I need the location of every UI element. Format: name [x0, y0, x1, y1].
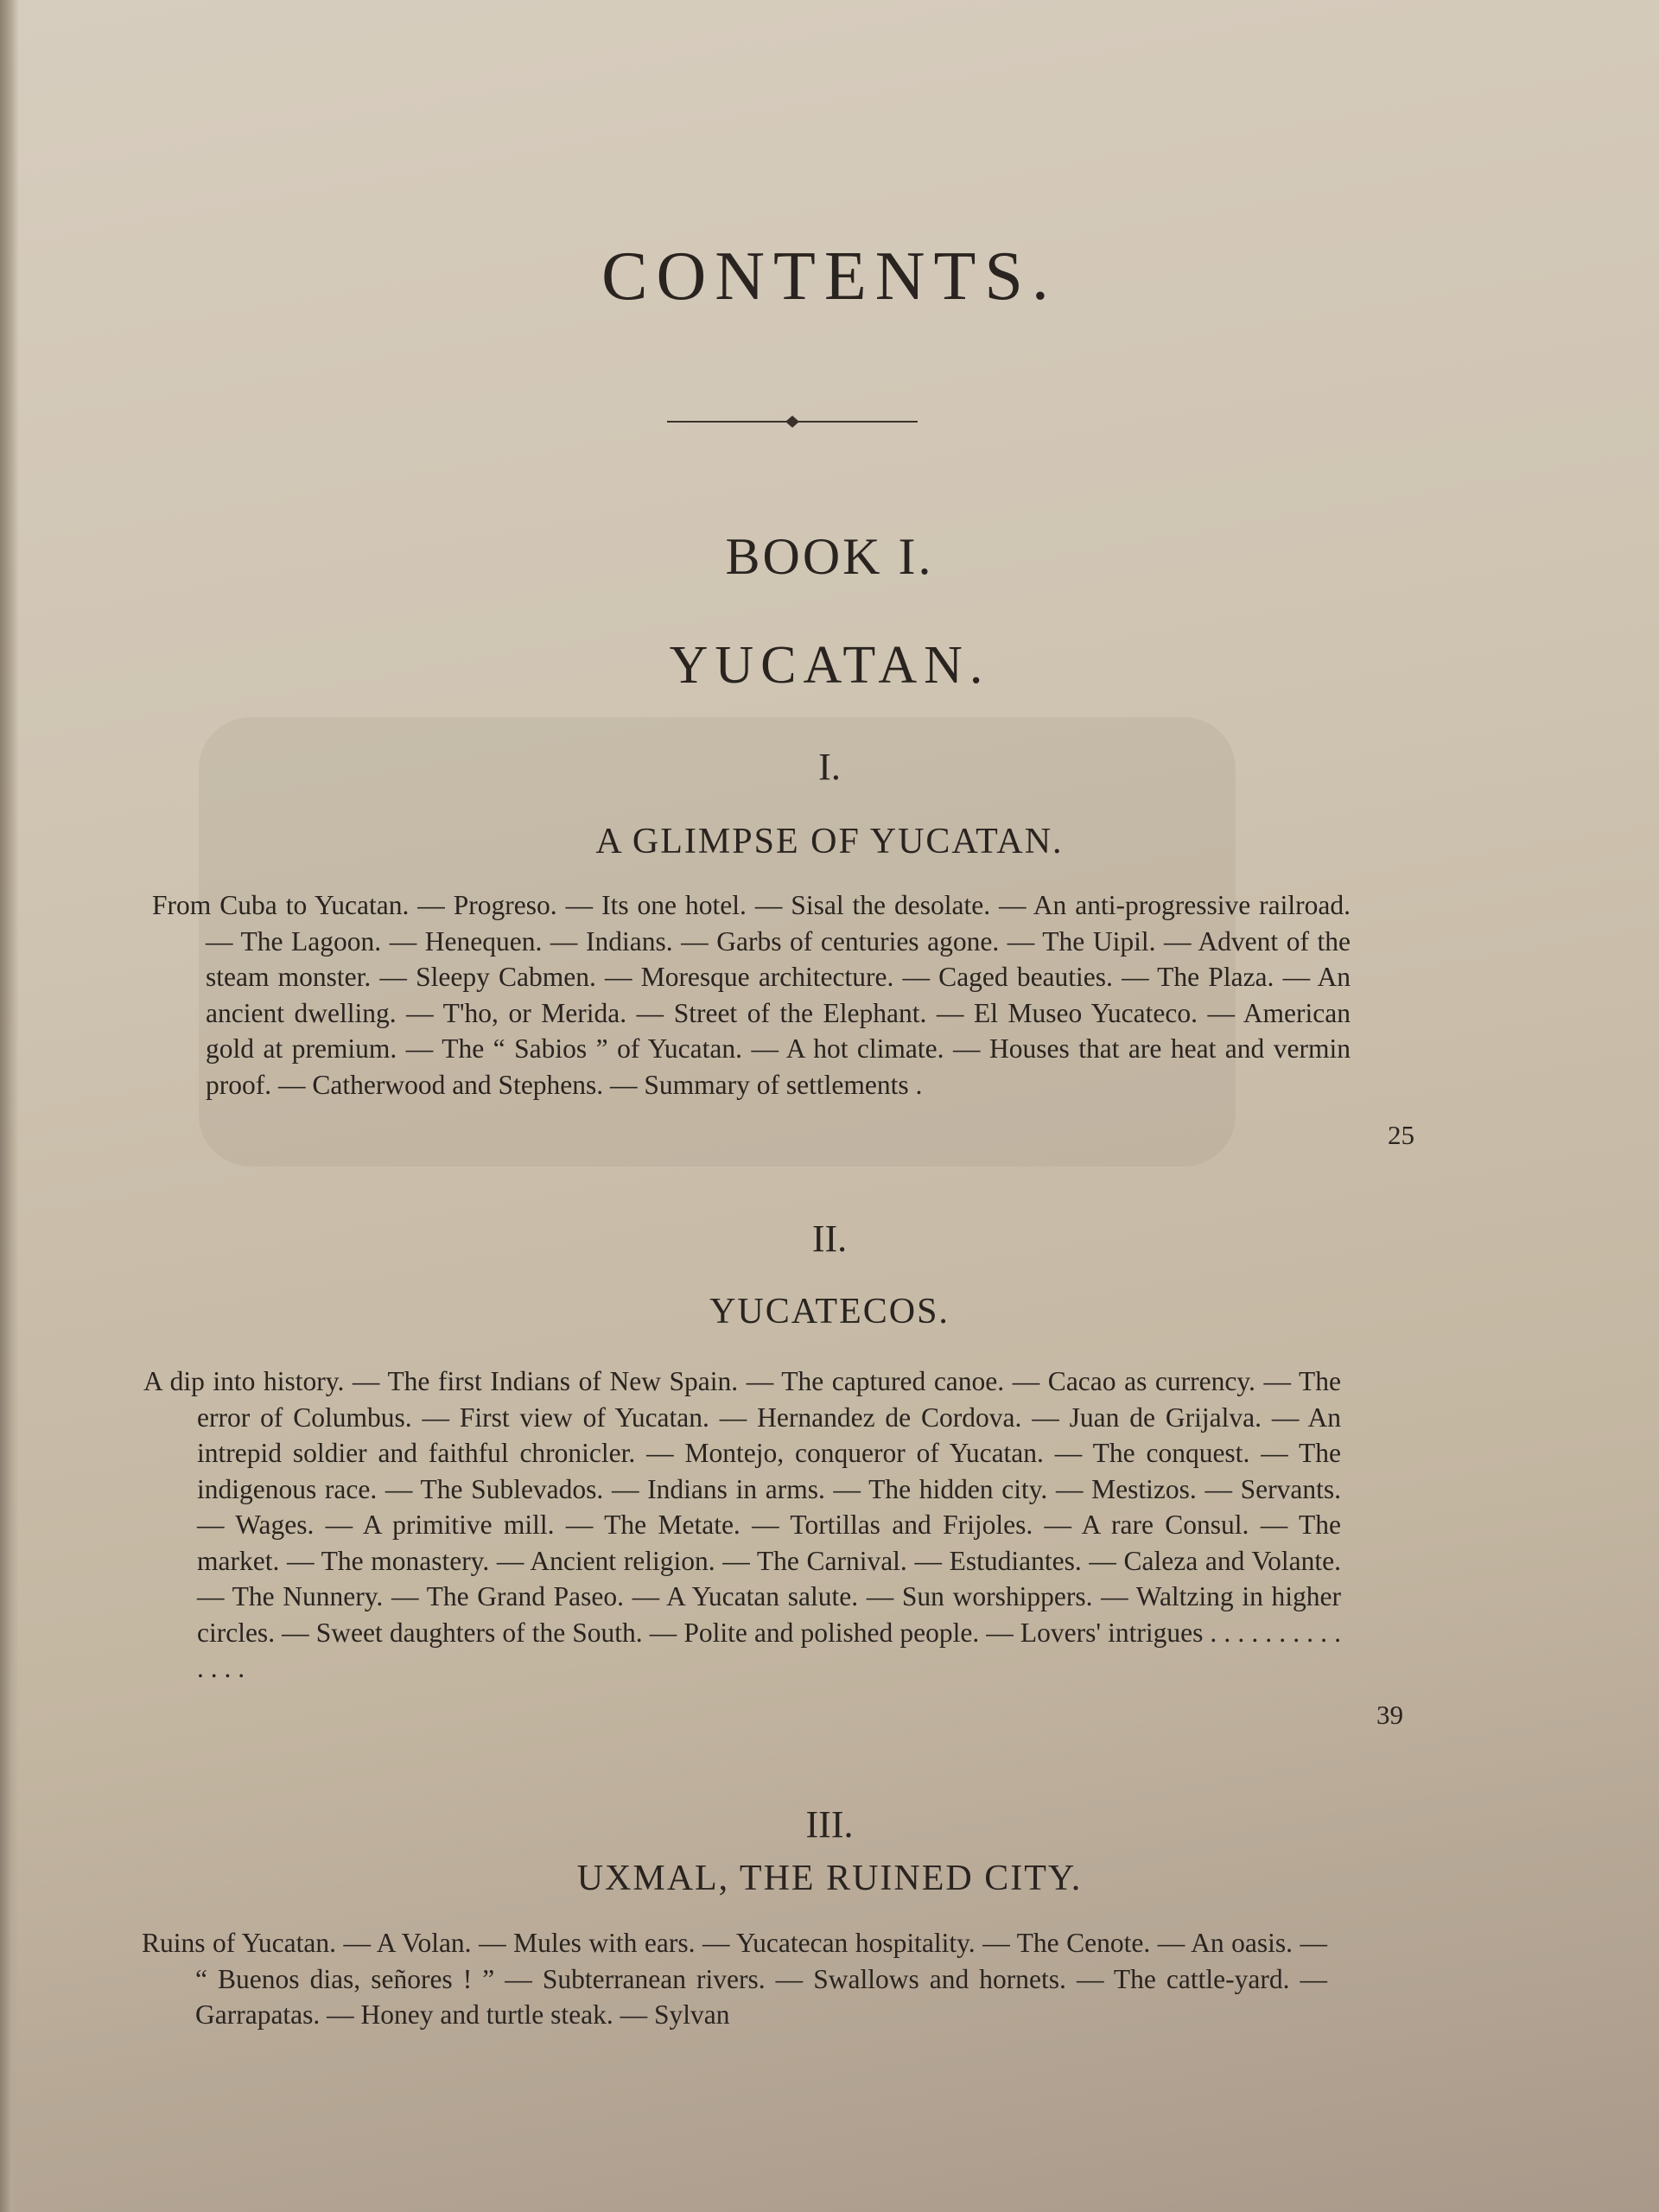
chapter-title: UXMAL, THE RUINED CITY.	[576, 1859, 1083, 1898]
page-number: 25	[1388, 1120, 1414, 1150]
book-subtitle: YUCATAN.	[669, 636, 990, 695]
chapter-number: I.	[818, 746, 841, 788]
chapter-summary: A dip into history. — The first Indians of New Spain. — The captured canoe. — Cacao as currency. — The error of Columbus. — First view of Yucatan. — Hernandez de Cordova. — Juan de Grijalva. — An intrepid soldier and faithful chronicler. — Montejo, conqueror of Yucatan. — The conquest. — The indigenous race. — The Sublevados. — Indians in arms. — The hidden city. — Mestizos. — Servants. — Wages. — A primitive mill. — The Metate. — Tortillas and Frijoles. — A rare Consul. — The market. — The monastery. — Ancient religion. — The Carnival. — Estudiantes. — Caleza and Volante. — The Nunnery. — The Grand Paseo. — A Yucatan salute. — Sun worshippers. — Waltzing in higher circles. — Sweet daughters of the South. — Polite and polished people. — Lovers' intrigues . . . . . . . . . . . . . .	[143, 1366, 1341, 1683]
chapter-number: III.	[805, 1803, 854, 1846]
book-title: BOOK I.	[725, 528, 934, 585]
chapter-title: A GLIMPSE OF YUCATAN.	[595, 822, 1064, 861]
chapter-summary: From Cuba to Yucatan. — Progreso. — Its one hotel. — Sisal the desolate. — An anti-progressive railroad. — The Lagoon. — Henequen. — Indians. — Garbs of centuries agone. — The Uipil. — Advent of the steam monster. — Sleepy Cabmen. — Moresque architecture. — Caged beauties. — The Plaza. — An ancient dwelling. — T'ho, or Merida. — Street of the Elephant. — El Museo Yucateco. — American gold at premium. — The “ Sabios ” of Yucatan. — A hot climate. — Houses that are heat and vermin proof. — Catherwood and Stephens. — Summary of settlements .	[152, 890, 1351, 1100]
chapter-title: YUCATECOS.	[709, 1292, 950, 1332]
page-title: CONTENTS.	[601, 238, 1058, 315]
chapter-summary: Ruins of Yucatan. — A Volan. — Mules with ears. — Yucatecan hospitality. — The Cenote. — An oasis. — “ Buenos dias, señores ! ” — Subterranean rivers. — Swallows and hornets. — The cattle-yard. — Garrapatas. — Honey and turtle steak. — Sylvan	[142, 1928, 1327, 2030]
divider-ornament	[667, 415, 918, 429]
page-number: 39	[1376, 1700, 1403, 1730]
chapter-number: II.	[811, 1217, 848, 1260]
